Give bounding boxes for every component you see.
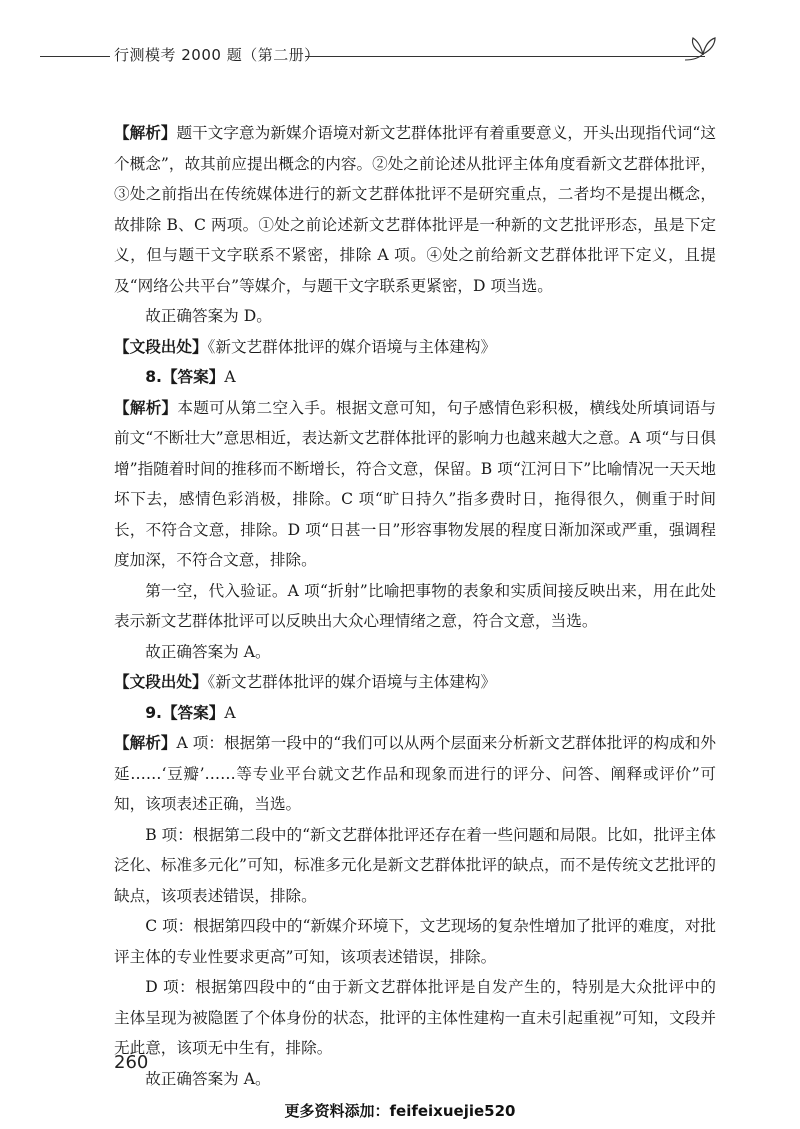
- paragraph-text: 《新文艺群体批评的媒介语境与主体建构》: [207, 673, 497, 691]
- paragraph-tag: 【文段出处】: [114, 337, 208, 356]
- paragraph: [114, 332, 716, 363]
- paragraph: [114, 1064, 716, 1095]
- paragraph: [114, 820, 716, 912]
- paragraph-text: 《新文艺群体批评的媒介语境与主体建构》: [207, 337, 497, 356]
- sprout-icon: [683, 32, 717, 62]
- footer-note: 更多资料添加：feifeixuejie520: [284, 1102, 516, 1120]
- paragraph-text: A: [224, 368, 236, 386]
- paragraph: [114, 728, 716, 820]
- paragraph-text: 第一空，代入验证。A 项“折射”比喻把事物的表象和实质间接反映出来，用在此处表示新文艺群体批评可以反映出大众心理情绪之意，符合文意，当选。: [114, 581, 716, 630]
- paragraph-text: A: [224, 703, 236, 722]
- paragraph: [114, 637, 716, 668]
- paragraph-text: 故正确答案为 A。: [145, 642, 271, 661]
- paragraph-text: 故正确答案为 A。: [145, 1069, 271, 1088]
- paragraph-tag: 9.【答案】: [145, 703, 225, 722]
- paragraph: [114, 698, 716, 729]
- paragraph-tag: 【解析】: [114, 124, 177, 142]
- paragraph: [114, 972, 716, 1064]
- page-number: 260: [114, 1052, 149, 1073]
- paragraph: [114, 667, 716, 698]
- paragraph: [114, 118, 716, 301]
- paragraph-tag: 【解析】: [114, 398, 178, 417]
- header-rule-left: [40, 56, 110, 57]
- running-header: [0, 30, 800, 70]
- paragraph-text: D 项：根据第四段中的“由于新文艺群体批评是自发产生的，特别是大众批评中的主体呈现为被隐匿了个体身份的状态，批评的主体性建构一直未引起重视”可知，文段并无此意，该项无中生有，排除。: [114, 978, 716, 1057]
- paragraph: [114, 362, 716, 393]
- paragraph-text: 本题可从第二空入手。根据文意可知，句子感情色彩积极，横线处所填词语与前文“不断壮大”意思相近，表达新文艺群体批评的影响力也越来越大之意。A 项“与日俱增”指随着时间的推移而不断增长，符合文意，保留。B 项“江河日下”比喻情况一天天地坏下去，感情色彩消极，排除。C 项“旷日持久”指多费时日，拖得很久，侧重于时间长，不符合文意，排除。D 项“日甚一日”形容事物发展的程度日渐加深或严重，强调程度加深，不符合文意，排除。: [114, 398, 716, 569]
- paragraph: [114, 911, 716, 972]
- paragraph: [114, 301, 716, 332]
- paragraph-tag: 【解析】: [114, 734, 177, 752]
- page-content: [114, 118, 716, 1094]
- header-rule-right: [305, 56, 705, 57]
- paragraph: [114, 576, 716, 637]
- paragraph: [114, 393, 716, 576]
- paragraph-text: B 项：根据第二段中的“新文艺群体批评还存在着一些问题和局限。比如，批评主体泛化、标准多元化”可知，标准多元化是新文艺群体批评的缺点，而不是传统文艺批评的缺点，该项表述错误，排除。: [114, 825, 716, 905]
- paragraph-text: 题干文字意为新媒介语境对新文艺群体批评有着重要意义，开头出现指代词“这个概念”，故其前应提出概念的内容。②处之前论述从批评主体角度看新文艺群体批评，③处之前指出在传统媒体进行的新文艺群体批评不是研究重点，二者均不是提出概念，故排除 B、C 两项。①处之前论述新文艺群体批评是一种新的文艺批评形态，虽是下定义，但与题干文字联系不紧密，排除 A 项。④处之前给新文艺群体批评下定义，且提及“网络公共平台”等媒介，与题干文字联系更紧密，D 项当选。: [114, 124, 716, 295]
- header-title: 行测模考 2000 题（第二册）: [114, 46, 320, 64]
- paragraph-text: 故正确答案为 D。: [145, 307, 272, 325]
- paragraph-tag: 【文段出处】: [114, 673, 208, 691]
- paragraph-text: C 项：根据第四段中的“新媒介环境下，文艺现场的复杂性增加了批评的难度，对批评主体的专业性要求更高”可知，该项表述错误，排除。: [114, 917, 716, 966]
- paragraph-tag: 8.【答案】: [145, 368, 225, 386]
- paragraph-text: A 项：根据第一段中的“我们可以从两个层面来分析新文艺群体批评的构成和外延……‘豆瓣’……等专业平台就文艺作品和现象而进行的评分、问答、阐释或评价”可知，该项表述正确，当选。: [114, 734, 716, 813]
